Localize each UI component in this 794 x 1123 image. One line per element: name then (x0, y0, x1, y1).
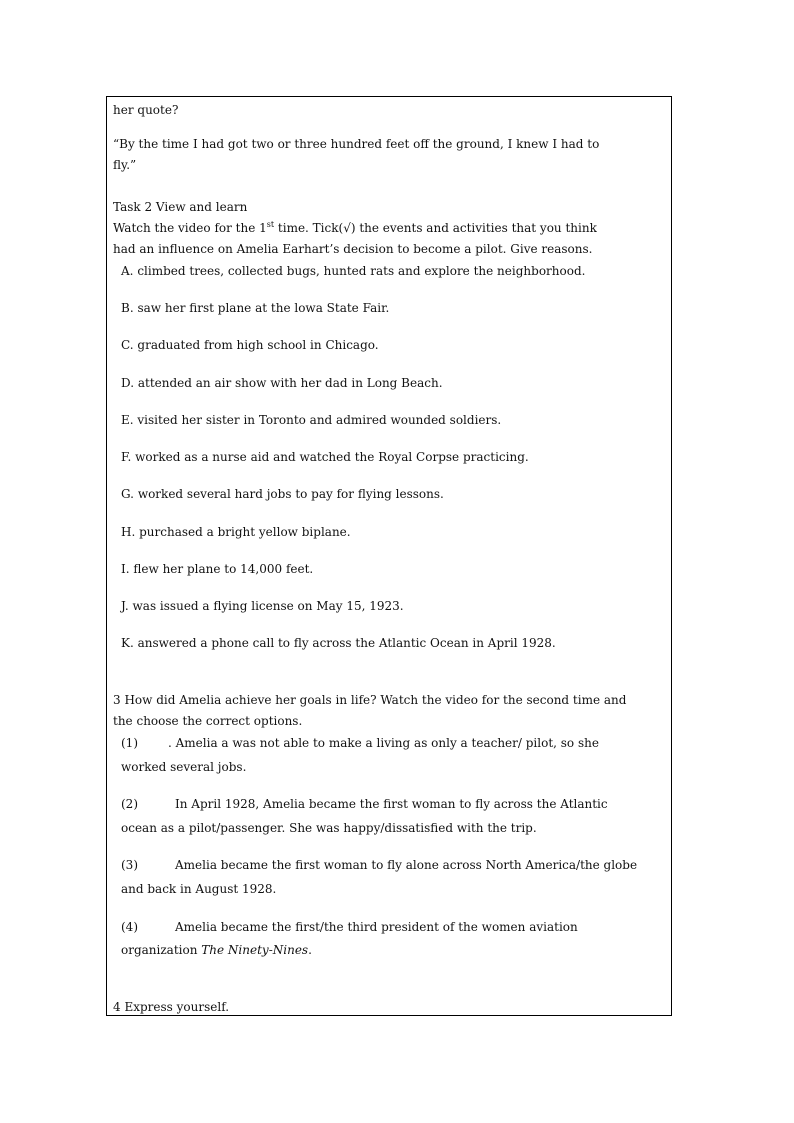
task3-item-4-line-1: Amelia became the first/the third president of the women aviation (175, 920, 578, 934)
quote-line-1: “By the time I had got two or three hundred feet off the ground, I knew I had to (113, 137, 600, 151)
option-g: G. worked several hard jobs to pay for flying lessons. (121, 487, 444, 501)
task3-item-3-line-2: and back in August 1928. (121, 882, 277, 896)
task3-item-3-number: (3) (121, 858, 138, 872)
quote-line-2: fly.” (113, 158, 137, 172)
organization-name: The Ninety-Nines (201, 943, 309, 957)
option-i: I. flew her plane to 14,000 feet. (121, 562, 314, 576)
task3-item-1-line-1: . Amelia a was not able to make a living as only a teacher/ pilot, so she (168, 736, 599, 750)
top-fragment: her quote? (113, 103, 179, 117)
option-c: C. graduated from high school in Chicago. (121, 338, 379, 352)
option-h: H. purchased a bright yellow biplane. (121, 525, 351, 539)
task3-item-2-line-2: ocean as a pilot/passenger. She was happy/dissatisfied with the trip. (121, 821, 537, 835)
task3-item-2-number: (2) (121, 797, 138, 811)
task2-instruction-line-1: Watch the video for the 1st time. Tick(√) the events and activities that you think (113, 220, 597, 235)
task3-item-1-number: (1) (121, 736, 138, 750)
option-e: E. visited her sister in Toronto and admired wounded soldiers. (121, 413, 502, 427)
option-b: B. saw her first plane at the lowa State Fair. (121, 301, 390, 315)
task3-item-1-line-2: worked several jobs. (121, 760, 247, 774)
option-a: A. climbed trees, collected bugs, hunted rats and explore the neighborhood. (121, 264, 586, 278)
option-j: J. was issued a flying license on May 15, 1923. (121, 599, 404, 613)
task3-item-2-line-1: In April 1928, Amelia became the first woman to fly across the Atlantic (175, 797, 608, 811)
option-f: F. worked as a nurse aid and watched the Royal Corpse practicing. (121, 450, 529, 464)
task3-item-4-line-2: organization The Ninety-Nines. (121, 943, 312, 957)
task3-heading-line-2: the choose the correct options. (113, 714, 303, 728)
task3-item-4-number: (4) (121, 920, 138, 934)
task2-heading: Task 2 View and learn (113, 200, 248, 214)
task3-item-3-line-1: Amelia became the first woman to fly alone across North America/the globe (175, 858, 638, 872)
task2-instruction-line-2: had an influence on Amelia Earhart’s decision to become a pilot. Give reasons. (113, 242, 593, 256)
option-k: K. answered a phone call to fly across the Atlantic Ocean in April 1928. (121, 636, 556, 650)
task3-heading-line-1: 3 How did Amelia achieve her goals in life? Watch the video for the second time and (113, 693, 627, 707)
task4-heading: 4 Express yourself. (113, 1000, 230, 1014)
option-d: D. attended an air show with her dad in Long Beach. (121, 376, 443, 390)
